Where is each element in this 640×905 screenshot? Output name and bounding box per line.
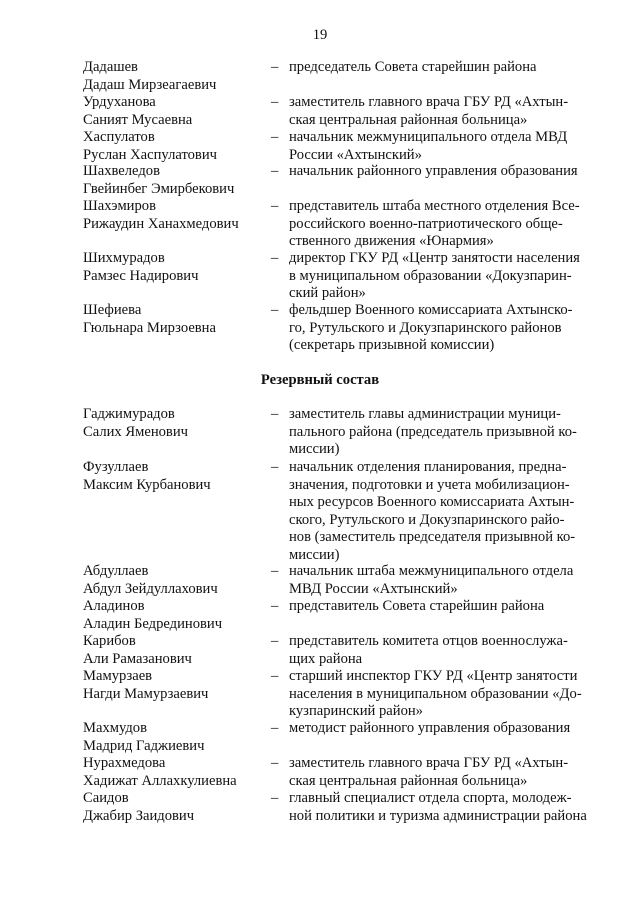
position-line: России «Ахтынский» [289, 146, 422, 163]
member-position [289, 59, 599, 77]
member-surname: Гаджимурадов [83, 406, 175, 422]
member-name [83, 129, 263, 164]
position-line: старший инспектор ГКУ РД «Центр занятости [289, 668, 578, 684]
member-given-names: Хадижат Аллахкулиевна [83, 772, 237, 789]
member-given-names: Джабир Заидович [83, 807, 195, 824]
member-position [289, 302, 599, 355]
position-line: МВД России «Ахтынский» [289, 580, 458, 597]
member-surname: Саидов [83, 790, 129, 806]
position-line: начальник межмуниципального отдела МВД [289, 129, 568, 145]
position-line: представитель штаба местного отделения Все- [289, 198, 580, 214]
member-position [289, 198, 599, 251]
member-given-names: Саният Мусаевна [83, 111, 193, 128]
position-line: миссии) [289, 546, 340, 563]
position-line: начальник районного управления образования [289, 163, 578, 179]
position-line: заместитель главы администрации муници- [289, 406, 561, 422]
dash-separator: – [271, 790, 279, 806]
dash-separator: – [271, 198, 279, 214]
position-line: методист районного управления образования [289, 720, 571, 736]
member-name [83, 198, 263, 233]
member-name [83, 633, 263, 668]
member-name [83, 668, 263, 703]
position-line: нов (заместитель председателя призывной ко- [289, 529, 576, 545]
position-line: миссии) [289, 441, 340, 457]
member-name [83, 302, 263, 337]
member-surname: Шахвеледов [83, 163, 160, 179]
position-line: ская центральная районная больница» [289, 772, 528, 789]
dash-separator: – [271, 633, 279, 649]
position-line: представитель комитета отцов военнослужа- [289, 633, 568, 649]
position-line: щих района [289, 650, 363, 667]
member-surname: Абдуллаев [83, 563, 149, 579]
member-given-names: Рамзес Надирович [83, 267, 199, 284]
member-position [289, 633, 599, 668]
dash-separator: – [271, 755, 279, 771]
dash-separator: – [271, 94, 279, 110]
position-line: главный специалист отдела спорта, молодеж- [289, 790, 572, 806]
member-given-names: Дадаш Мирзеагаевич [83, 76, 217, 93]
member-surname: Фузуллаев [83, 459, 149, 475]
position-line: начальник штаба межмуниципального отдела [289, 563, 574, 579]
dash-separator: – [271, 406, 279, 422]
member-position [289, 563, 599, 598]
dash-separator: – [271, 598, 279, 614]
member-position [289, 163, 599, 181]
position-line: ных ресурсов Военного комиссариата Ахтын- [289, 494, 575, 510]
position-line: (секретарь призывной комиссии) [289, 337, 495, 353]
member-position [289, 459, 599, 564]
position-line: заместитель главного врача ГБУ РД «Ахтын- [289, 94, 569, 110]
position-line: значения, подготовки и учета мобилизацион- [289, 476, 570, 493]
member-surname: Хаспулатов [83, 129, 155, 145]
dash-separator: – [271, 459, 279, 475]
member-given-names: Максим Курбанович [83, 476, 211, 493]
dash-separator: – [271, 563, 279, 579]
position-line: го, Рутульского и Докузпаринского районов [289, 319, 562, 336]
member-name [83, 459, 263, 494]
member-surname: Мамурзаев [83, 668, 153, 684]
member-name [83, 163, 263, 198]
member-surname: Нурахмедова [83, 755, 166, 771]
position-line: населения в муниципальном образовании «До- [289, 685, 582, 702]
dash-separator: – [271, 129, 279, 145]
member-name [83, 598, 263, 633]
member-position [289, 755, 599, 790]
member-position [289, 790, 599, 825]
member-given-names: Али Рамазанович [83, 650, 192, 667]
member-surname: Карибов [83, 633, 136, 649]
position-line: председатель Совета старейшин района [289, 59, 537, 75]
member-name [83, 755, 263, 790]
dash-separator: – [271, 59, 279, 75]
dash-separator: – [271, 163, 279, 179]
position-line: ский район» [289, 285, 366, 301]
member-surname: Дадашев [83, 59, 138, 75]
member-surname: Шефиева [83, 302, 142, 318]
member-position [289, 129, 599, 164]
member-given-names: Аладин Бедрединович [83, 615, 223, 632]
position-line: фельдшер Военного комиссариата Ахтынско- [289, 302, 573, 318]
member-given-names: Гвейинбег Эмирбекович [83, 180, 235, 197]
member-surname: Шихмурадов [83, 250, 165, 266]
member-given-names: Мадрид Гаджиевич [83, 737, 205, 754]
position-line: ственного движения «Юнармия» [289, 233, 494, 249]
position-line: пального района (председатель призывной ко- [289, 423, 577, 440]
member-surname: Махмудов [83, 720, 147, 736]
member-name [83, 59, 263, 94]
member-given-names: Гюльнара Мирзоевна [83, 319, 216, 336]
position-line: кузпаринский район» [289, 703, 423, 719]
dash-separator: – [271, 720, 279, 736]
member-name [83, 250, 263, 285]
member-position [289, 250, 599, 303]
position-line: заместитель главного врача ГБУ РД «Ахтын- [289, 755, 569, 771]
member-surname: Шахэмиров [83, 198, 156, 214]
member-surname: Аладинов [83, 598, 145, 614]
dash-separator: – [271, 302, 279, 318]
position-line: ского, Рутульского и Докузпаринского райо- [289, 511, 565, 528]
member-position [289, 406, 599, 459]
member-position [289, 668, 599, 721]
member-name [83, 790, 263, 825]
member-name [83, 563, 263, 598]
position-line: в муниципальном образовании «Докузпарин- [289, 267, 572, 284]
position-line: ская центральная районная больница» [289, 111, 528, 128]
dash-separator: – [271, 668, 279, 684]
dash-separator: – [271, 250, 279, 266]
member-given-names: Абдул Зейдуллахович [83, 580, 218, 597]
page-number: 19 [312, 27, 328, 43]
member-surname: Урдуханова [83, 94, 156, 110]
member-position [289, 720, 599, 738]
member-given-names: Нагди Мамурзаевич [83, 685, 209, 702]
member-name [83, 720, 263, 755]
member-name [83, 94, 263, 129]
member-position [289, 598, 599, 616]
position-line: ной политики и туризма администрации района [289, 807, 587, 824]
position-line: начальник отделения планирования, предна- [289, 459, 567, 475]
position-line: директор ГКУ РД «Центр занятости населения [289, 250, 580, 266]
member-position [289, 94, 599, 129]
reserve-heading: Резервный состав [260, 372, 380, 388]
member-given-names: Руслан Хаспулатович [83, 146, 217, 163]
position-line: российского военно-патриотического обще- [289, 215, 563, 232]
member-name [83, 406, 263, 441]
member-given-names: Рижаудин Ханахмедович [83, 215, 239, 232]
member-given-names: Салих Яменович [83, 423, 188, 440]
position-line: представитель Совета старейшин района [289, 598, 545, 614]
